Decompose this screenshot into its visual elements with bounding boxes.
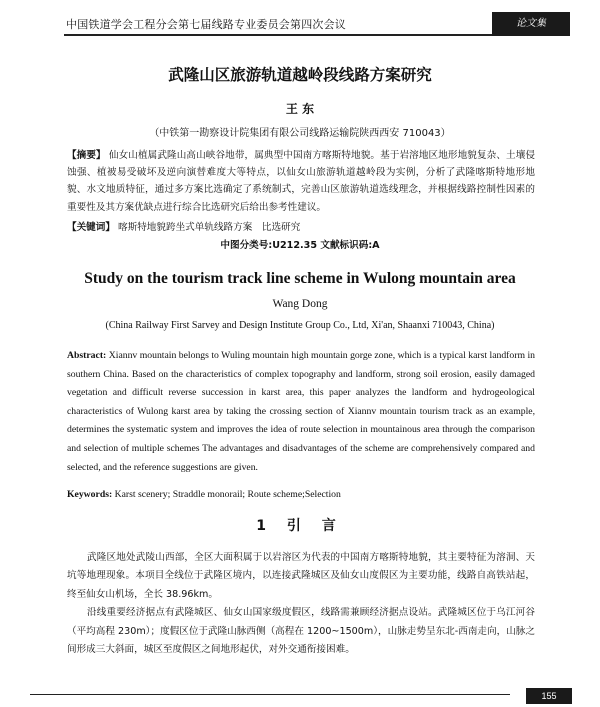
chinese-keywords-text: 喀斯特地貌跨坐式单轨线路方案 比选研究 bbox=[118, 222, 301, 233]
chinese-keywords-label: 【关键词】 bbox=[67, 222, 115, 233]
english-abstract-text: Xiannv mountain belongs to Wuling mountain high mountain gorge zone, which is a typical karst landform in southern China. Based on the characteristics of complex topography and landform, strong soil erosion, easily damaged vegetation and difficult reverse succession in karst area, this paper analyzes the landform and hydrogeological characteristics of Wulong karst area by taking the crossing section of Xiannv mountain tourism track as an example, determines the systematic system and improves the idea of route selection in mountainous area through the comparison and selection of multiple schemes The advantages and disadvantages of the scheme are comprehensively compared and selected, and the reference suggestions are given. bbox=[67, 350, 536, 473]
header-rule bbox=[64, 34, 494, 36]
chinese-title: 武隆山区旅游轨道越岭段线路方案研究 bbox=[168, 66, 432, 84]
page-number: 155 bbox=[526, 688, 572, 704]
english-abstract-label: Abstract: bbox=[67, 350, 107, 361]
chinese-abstract-text: 仙女山植属武隆山高山峡谷地带，属典型中国南方喀斯特地貌。基于岩溶地区地形地貌复杂、土壤侵蚀强、植被易受破坏及逆向演替难度大等特点，以仙女山旅游轨道越岭段为实例，分析了武隆喀斯特地形地貌、水文地质特征，通过多方案比选确定了系统制式，完善山区旅游轨道选线理念，并根据线路控制性因素的重要性及其方案优缺点进行综合比选研究后给出参考性建议。 bbox=[67, 150, 536, 213]
header-badge: 论文集 bbox=[492, 12, 570, 36]
english-title: Study on the tourism track line scheme in Wulong mountain area bbox=[84, 270, 516, 287]
chinese-affiliation: （中铁第一勘察设计院集团有限公司线路运输院陕西西安 710043） bbox=[149, 128, 451, 139]
header-title: 中国铁道学会工程分会第七届线路专业委员会第四次会议 bbox=[66, 18, 346, 31]
chinese-keywords bbox=[67, 219, 535, 233]
english-affiliation: (China Railway First Sarvey and Design Institute Group Co., Ltd, Xi'an, Shaanxi 710043, China) bbox=[105, 320, 495, 331]
running-header bbox=[30, 12, 570, 38]
english-abstract bbox=[67, 347, 535, 477]
section-heading: 1 引 言 bbox=[256, 518, 344, 534]
body-paragraph: 武隆区地处武陵山西部，全区大面积属于以岩溶区为代表的中国南方喀斯特地貌，其主要特征为溶洞、天坑等地理现象。本项目全线位于武隆区境内，以连接武隆城区及仙女山度假区为主要功能，线路自高铁站起，终至仙女山机场，全长 38.96km。 bbox=[67, 552, 535, 600]
english-keywords bbox=[67, 489, 535, 500]
classification-code: 中图分类号:U212.35 文献标识码:A bbox=[220, 240, 380, 251]
chinese-abstract-label: 【摘要】 bbox=[67, 150, 106, 161]
english-keywords-label: Keywords: bbox=[67, 489, 113, 500]
chinese-abstract bbox=[67, 147, 535, 216]
body-paragraph: 沿线重要经济据点有武隆城区、仙女山国家级度假区，线路需兼顾经济据点设站。武隆城区位于乌江河谷（平均高程 230m）；度假区位于武隆山脉西侧（高程在 1200~1500m），山脉走势呈东北-西南走向，山脉之间形成三大斜面，城区至度假区之间地形起伏，对外交通衔接困难。 bbox=[67, 607, 535, 656]
section-body bbox=[67, 549, 535, 659]
footer-rule bbox=[30, 694, 510, 695]
english-author: Wang Dong bbox=[272, 298, 328, 310]
english-keywords-text: Karst scenery; Straddle monorail; Route scheme;Selection bbox=[114, 489, 341, 500]
chinese-author: 王 东 bbox=[285, 102, 315, 116]
